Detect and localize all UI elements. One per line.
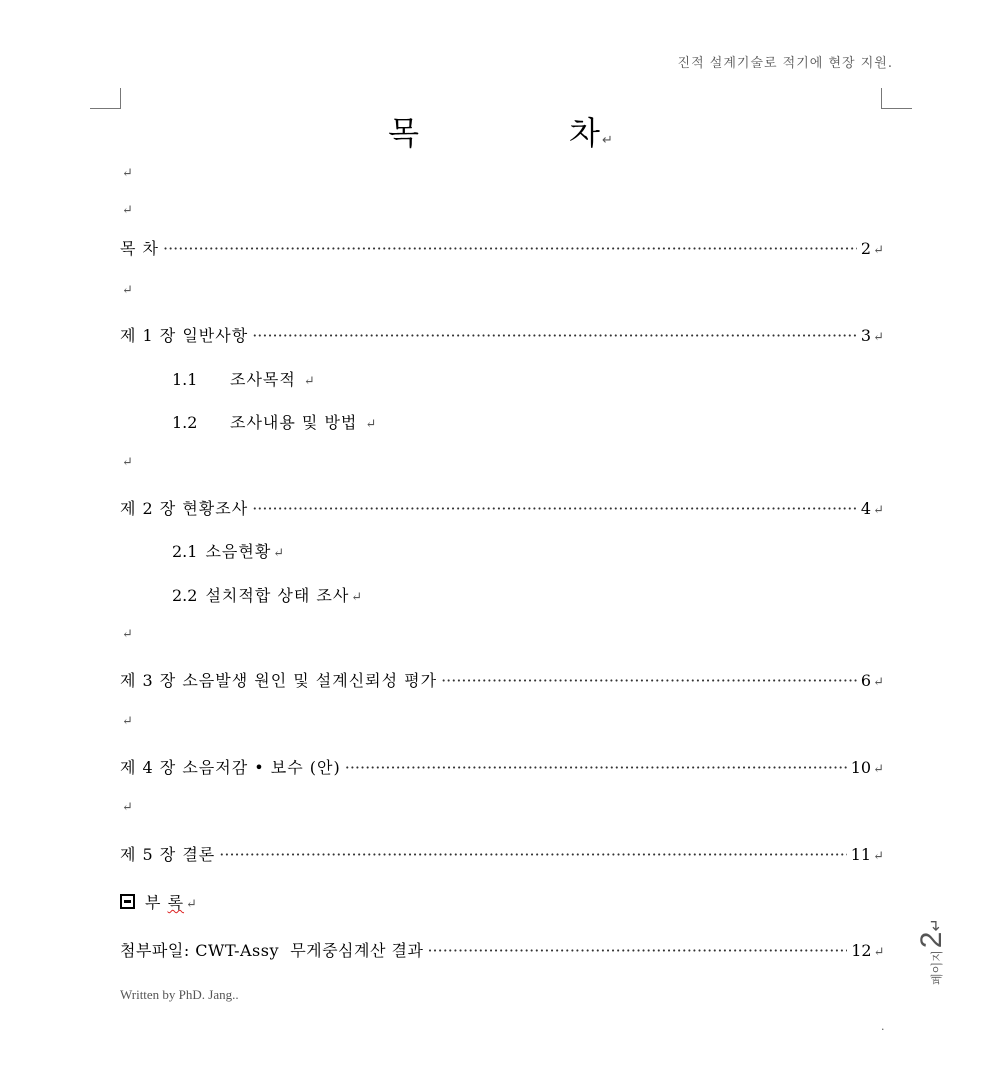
toc-subentry-2-1[interactable]: 2.1 소음현황 ↵ (172, 542, 286, 561)
margin-corner-left (90, 88, 121, 109)
margin-corner-right (881, 88, 912, 109)
page-header: 진적 설계기술로 적기에 현장 지원. (677, 56, 893, 71)
paragraph-mark: ↵ (122, 283, 133, 298)
page-number-label: 페이지 2 ↵ (915, 918, 948, 985)
paragraph-mark: ↵ (122, 800, 133, 815)
toc-entry-chapter-2[interactable]: 제 2 장 현황조사 ····· 4 ↵ (120, 496, 885, 519)
paragraph-mark: ↵ (122, 714, 133, 729)
dot-leader (252, 499, 857, 518)
paragraph-mark: . (881, 1020, 885, 1033)
toc-entry-chapter-1[interactable]: 제 1 장 일반사항 ····· 3 ↵ (120, 323, 885, 346)
dot-leader (252, 326, 857, 345)
toc-entry-chapter-4[interactable]: 제 4 장 소음저감 • 보수 (안) ····· 10 ↵ (120, 755, 885, 778)
boxed-minus-icon (120, 894, 135, 909)
toc-subentry-1-1[interactable]: 1.1 조사목적 ↵ (172, 370, 316, 389)
dot-leader (441, 671, 857, 690)
title-right: 차 ↵ (569, 114, 613, 152)
paragraph-mark: ↵ (122, 166, 133, 181)
toc-entry-attachment[interactable]: 첨부파일: CWT-Assy 무게중심계산 결과 ····· 12 ↵ (120, 938, 885, 961)
toc-entry-chapter-5[interactable]: 제 5 장 결론 ····· 11 ↵ (120, 842, 885, 865)
toc-subentry-1-2[interactable]: 1.2 조사내용 및 방법 ↵ (172, 413, 378, 432)
toc-entry-chapter-3[interactable]: 제 3 장 소음발생 원인 및 설계신뢰성 평가 ····· 6 ↵ (120, 668, 885, 691)
document-title (0, 108, 1001, 154)
dot-leader (345, 758, 847, 777)
page-footer: Written by PhD. Jang.. (120, 987, 239, 1002)
dot-leader (163, 239, 857, 258)
toc-subentry-2-2[interactable]: 2.2 설치적합 상태 조사 ↵ (172, 586, 364, 605)
toc-entry-appendix[interactable]: 부 록 ↵ (120, 890, 198, 913)
paragraph-mark: ↵ (122, 455, 133, 470)
toc-entry-contents[interactable]: 목 차 ····· 2 ↵ (120, 236, 885, 259)
paragraph-mark: ↵ (122, 627, 133, 642)
paragraph-mark: ↵ (122, 203, 133, 218)
title-left: 목 (388, 114, 420, 152)
dot-leader (427, 941, 847, 960)
dot-leader (219, 845, 846, 864)
